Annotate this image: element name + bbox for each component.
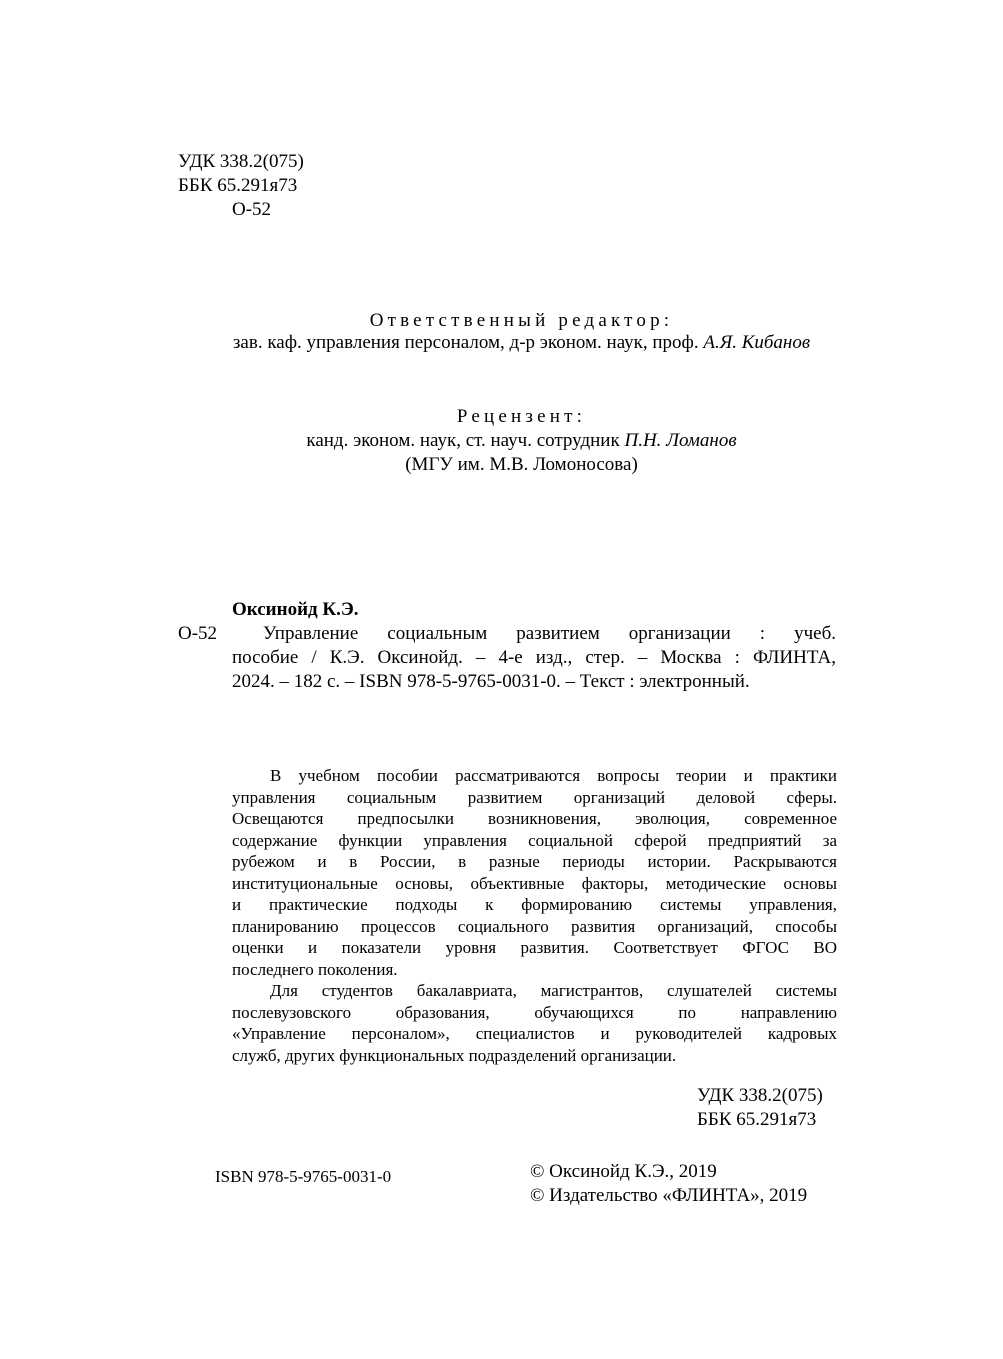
citation-line-3: 2024. – 182 с. – ISBN 978-5-9765-0031-0. – Текст : электронный. [232, 671, 750, 692]
editor-title: зав. каф. управления персоналом, д-р эконом. наук, проф. [232, 332, 704, 353]
author-code-top: О-52 [232, 199, 272, 220]
abstract [232, 765, 837, 1066]
citation-line [263, 622, 836, 646]
reviewer-heading: Рецензент: [456, 406, 587, 427]
abstract-line: управления социальным развитием организаций деловой сферы. [232, 787, 837, 807]
copyright-publisher: © Издательство «ФЛИНТА», 2019 [530, 1185, 808, 1206]
copyright-author: © Оксинойд К.Э., 2019 [530, 1161, 717, 1182]
bbk-top: ББК 65.291я73 [178, 175, 298, 196]
abstract-line: содержание функции управления социальной сферой предприятий за [232, 830, 837, 850]
citation-author-text: Оксинойд К.Э. [232, 599, 359, 620]
abstract-line: и практические подходы к формированию системы управления, [232, 895, 837, 914]
udk-bottom: УДК 338.2(075) [697, 1085, 823, 1106]
reviewer-name: П.Н. Ломанов [624, 430, 737, 451]
citation-line [232, 646, 836, 670]
abstract-line: «Управление персоналом», специалистов и руководителей кадровых [232, 1024, 837, 1043]
abstract-line: планированию процессов социального развития организаций, способы [232, 916, 837, 936]
citation-line-1: Управление социальным развитием организации : учеб. [263, 623, 836, 644]
abstract-line: Освещаются предпосылки возникновения, эволюция, современное [232, 809, 837, 828]
editor-heading: Ответственный редактор: [369, 310, 674, 331]
abstract-line: рубежом и в России, в разные периоды истории. Раскрываются [232, 852, 837, 871]
reviewer-title: канд. эконом. наук, ст. науч. сотрудник [306, 430, 625, 451]
citation-author [232, 598, 359, 622]
udk-top: УДК 338.2(075) [178, 151, 304, 172]
abstract-line: послевузовского образования, обучающихся по направлению [232, 1002, 837, 1022]
bbk-bottom: ББК 65.291я73 [697, 1109, 817, 1130]
abstract-line: служб, других функциональных подразделений организации. [232, 1045, 677, 1065]
reviewer-affiliation: (МГУ им. М.В. Ломоносова) [405, 454, 638, 475]
editor-name: А.Я. Кибанов [703, 332, 811, 353]
abstract-line: институциональные основы, объективные факторы, методические основы [232, 873, 837, 893]
abstract-line: последнего поколения. [232, 959, 398, 979]
abstract-line: оценки и показатели уровня развития. Соответствует ФГОС ВО [232, 938, 837, 957]
editor-line [0, 331, 1003, 355]
citation-line-2: пособие / К.Э. Оксинойд. – 4-е изд., стер. – Москва : ФЛИНТА, [232, 647, 836, 668]
isbn: ISBN 978-5-9765-0031-0 [215, 1167, 392, 1186]
citation-code: О-52 [178, 623, 218, 644]
abstract-line: В учебном пособии рассматриваются вопросы теории и практики [270, 766, 837, 785]
abstract-line: Для студентов бакалавриата, магистрантов, слушателей системы [270, 981, 837, 1000]
reviewer-line [0, 429, 1003, 453]
